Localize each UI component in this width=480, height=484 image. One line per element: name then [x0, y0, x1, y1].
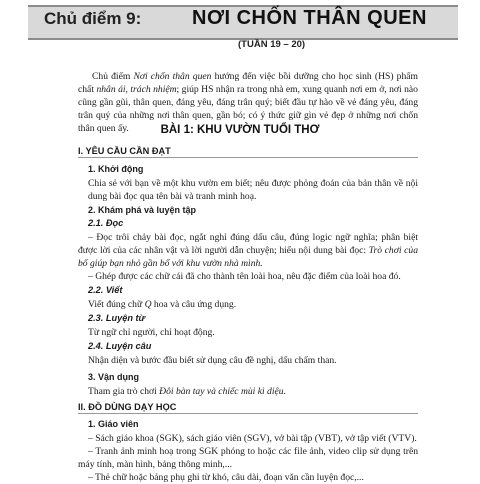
subheading-teacher: 1. Giáo viên	[88, 419, 139, 429]
teacher-item-3: – Thẻ chữ hoặc bảng phụ ghi từ khó, câu dài, đoạn văn cần luyện đọc,...	[88, 472, 364, 483]
apply-text	[88, 385, 418, 398]
subheading-warmup: 1. Khởi động	[88, 164, 144, 174]
vocab-text: Từ ngữ chỉ người, chỉ hoạt động.	[88, 327, 215, 338]
lesson-title: BÀI 1: KHU VƯỜN TUỔI THƠ	[160, 124, 320, 136]
writing-text-part: Viết đúng chữ	[88, 299, 145, 310]
sentence-text: Nhận diện và bước đầu biết sử dụng câu đề nghị, dấu chấm than.	[88, 355, 337, 366]
teacher-item-1: – Sách giáo khoa (SGK), sách giáo viên (SGV), vở bài tập (VBT), vở tập viết (VTV).	[88, 433, 417, 444]
apply-text-part: Tham gia trò chơi	[88, 386, 160, 397]
writing-text-part: hoa và câu ứng dụng.	[151, 299, 237, 310]
section-divider	[78, 157, 418, 158]
topic-name: NƠI CHỐN THÂN QUEN	[192, 7, 427, 29]
reading-text-italic: Trò chơi của bố giúp bạn nhỏ gần bố với khu vườn nhà mình.	[78, 245, 418, 269]
reading-text-2: – Ghép được các chữ cái đã cho thành tên loài hoa, nêu đặc điểm của loài hoa đó.	[88, 271, 401, 282]
reading-text-part: – Đọc trôi chảy bài đọc, ngắt nghỉ đúng dấu câu, đúng logic ngữ nghĩa; phân biệt được lời của các nhân vật và lời người dẫn chuyện; hiểu nội dung bài đọc:	[78, 232, 418, 256]
topic-weeks: (TUẦN 19 – 20)	[238, 39, 306, 50]
intro-part: Chủ điểm	[92, 71, 134, 82]
writing-letter-italic: Q	[144, 299, 152, 310]
reading-text	[78, 231, 418, 270]
section-heading-requirements: I. YÊU CẦU CẦN ĐẠT	[78, 146, 171, 156]
subheading-explore: 2. Khám phá và luyện tập	[88, 205, 197, 215]
topic-label: Chủ điểm 9:	[44, 9, 142, 28]
subheading-reading: 2.1. Đọc	[88, 218, 124, 228]
intro-part: hướng đến việc bồi dưỡng cho học sinh (HS) phẩm chất	[78, 71, 418, 95]
subheading-writing: 2.2. Viết	[88, 285, 123, 295]
subheading-apply: 3. Vận dụng	[88, 372, 140, 382]
intro-topic-italic: Nơi chốn thân quen	[133, 71, 212, 82]
apply-game-italic: Đôi bàn tay và chiếc mùi kì diệu.	[159, 386, 286, 397]
teacher-item-2: – Tranh ảnh minh hoạ trong SGK phóng to hoặc các file ảnh, video clip sử dụng trên máy tính, màn hình, bảng thông minh,...	[78, 446, 418, 470]
warmup-text: Chia sẻ với bạn về một khu vườn em biết; nêu được phỏng đoán của bản thân về nội dung bài đọc qua tên bài và tranh minh hoạ.	[88, 178, 418, 202]
section-divider	[78, 413, 418, 414]
writing-text	[88, 298, 418, 311]
subheading-vocab: 2.3. Luyện từ	[88, 313, 146, 323]
intro-values-italic: nhân ái, trách nhiệm	[96, 84, 177, 95]
subheading-sentence: 2.4. Luyện câu	[88, 341, 152, 351]
topic-header	[0, 0, 480, 62]
section-heading-materials: II. ĐỒ DÙNG DẠY HỌC	[78, 402, 177, 412]
intro-part: ; giúp HS nhận ra trong nhà em, xung quanh nơi em ở, nơi nào cũng gần gũi, thân quen, đáng yêu, đáng trân quý; biết đầu tự hào về vẻ đáng yêu, đáng trân quý của những nơi thân quen, gần bó; có ý thức giữ gìn vẻ đẹp ở những nơi chốn thân quen ấy.	[78, 84, 418, 134]
